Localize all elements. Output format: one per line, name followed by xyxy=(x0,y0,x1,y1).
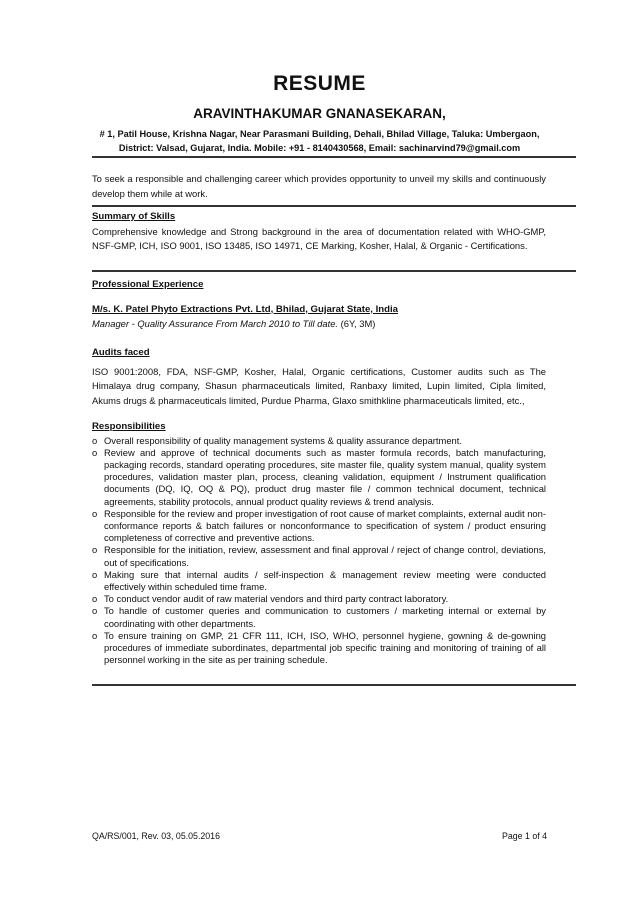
job-title: Manager - Quality Assurance From March 2010 to Till date. xyxy=(92,318,339,330)
skills-heading: Summary of Skills xyxy=(92,211,176,222)
bullet-marker: o xyxy=(92,605,98,617)
bullet-marker: o xyxy=(92,629,98,641)
responsibilities-heading: Responsibilities xyxy=(92,421,166,432)
audits-heading: Audits faced xyxy=(92,347,150,358)
list-item: o Overall responsibility of quality management systems & quality assurance department. xyxy=(92,434,462,446)
responsibilities-section xyxy=(92,420,546,666)
candidate-name: ARAVINTHAKUMAR GNANASEKARAN, xyxy=(193,106,446,121)
audits-text: ISO 9001:2008, FDA, NSF-GMP, Kosher, Halal, Organic certifications, Customer audits such as The Himalaya drug company, Shasun pharmaceuticals limited, Ranbaxy limited, Lupin limited, Cipla limited, Akums drugs & pharmaceuticals limited, Purdue Pharma, Glaxo smithkline pharmaceuticals limited, etc., xyxy=(92,365,546,406)
address-line-2: District: Valsad, Gujarat, India. Mobile: +91 - 8140430568, Email: sachinarvind79@gmail.com xyxy=(118,143,521,153)
contact-details xyxy=(0,127,639,155)
page-number: Page 1 of 4 xyxy=(502,831,547,841)
bullet-marker: o xyxy=(92,568,98,580)
list-item: o Responsible for the review and proper investigation of root cause of market complaints, external audit non-conformance reports & batch failures or nonconformance to specification of system / product ensuring completeness of corrective and preventive actions. xyxy=(92,507,546,544)
list-item: o Responsible for the initiation, review, assessment and final approval / reject of change control, deviations, out of specifications. xyxy=(92,544,546,568)
experience-heading: Professional Experience xyxy=(92,279,204,290)
document-reference: QA/RS/001, Rev. 03, 05.05.2016 xyxy=(92,831,220,841)
responsibilities-list xyxy=(92,435,546,667)
responsibilities-divider xyxy=(92,684,576,686)
bullet-marker: o xyxy=(92,507,98,519)
address-line-1: # 1, Patil House, Krishna Nagar, Near Parasmani Building, Dehali, Bhilad Village, Taluka: Umbergaon, xyxy=(99,129,540,139)
bullet-marker: o xyxy=(92,593,98,605)
skills-divider xyxy=(92,270,576,272)
skills-text: Comprehensive knowledge and Strong background in the area of documentation related with WHO-GMP, NSF-GMP, ICH, ISO 9001, ISO 13485, ISO 14971, CE Marking, Kosher, Halal, & Organic - Certifications. xyxy=(92,225,546,252)
job-duration: (6Y, 3M) xyxy=(338,318,376,330)
list-item: o Review and approve of technical documents such as master formula records, batch manufacturing, packaging records, standard operating procedures, site master file, quality system manual, quality system procedures, validation master plan, process, cleaning validation, equipment / Instrument qualification documents (DQ, IQ, OQ & PQ), product drug master file / common technical document, technical agreements, stability protocols, annual product quality reviews & trend analysis. xyxy=(92,446,546,507)
header-divider xyxy=(92,156,576,158)
bullet-marker: o xyxy=(92,446,98,458)
bullet-marker: o xyxy=(92,544,98,556)
objective-divider xyxy=(92,205,576,207)
list-item: o To handle of customer queries and communication to customers / marketing internal or external by coordinating with other departments. xyxy=(92,605,546,629)
list-item: o Making sure that internal audits / self-inspection & management review meeting were conducted effectively within scheduled time frame. xyxy=(92,568,546,593)
resume-title: RESUME xyxy=(273,72,366,95)
list-item: o To ensure training on GMP, 21 CFR 111, ICH, ISO, WHO, personnel hygiene, gowning & de-gowning procedures of immediate subordinates, departmental job specific training and monitoring of training of all personnel working in the site as per training schedule. xyxy=(92,629,546,666)
career-objective: To seek a responsible and challenging career which provides opportunity to unveil my skills and continuously develop them while at work. xyxy=(92,173,546,199)
bullet-marker: o xyxy=(92,434,98,446)
job-role xyxy=(92,317,546,332)
company-name: M/s. K. Patel Phyto Extractions Pvt. Ltd, Bhilad, Gujarat State, India xyxy=(92,303,398,315)
skills-section xyxy=(92,210,546,254)
experience-section xyxy=(92,278,546,332)
list-item: o To conduct vendor audit of raw material vendors and third party contract laboratory. xyxy=(92,593,449,605)
audits-section xyxy=(92,346,546,408)
